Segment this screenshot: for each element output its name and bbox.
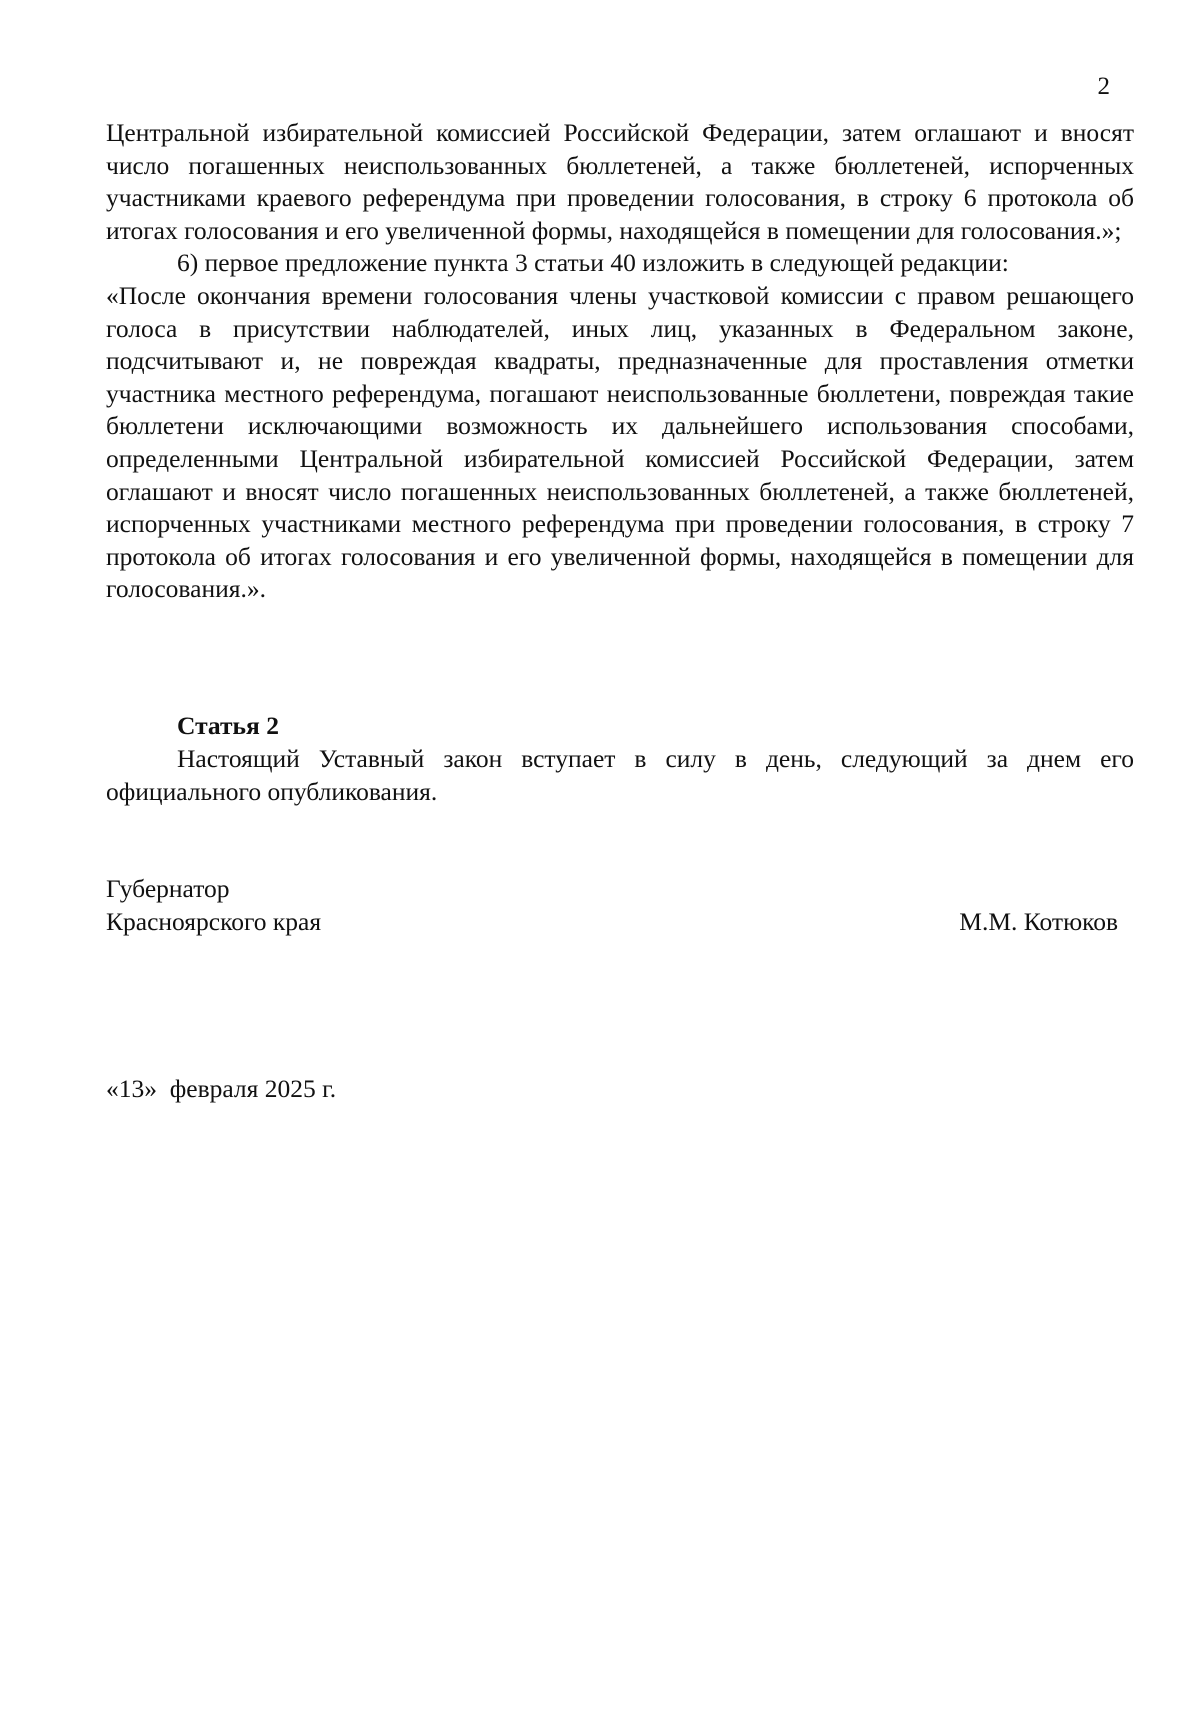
page-number: 2 xyxy=(1097,73,1110,100)
item-6-quote: «После окончания времени голосования члены участковой комиссии с правом решающего голоса в присутствии наблюдателей, иных лиц, указанных в Федеральном законе, подсчитывают и, не повреждая квадраты, предназначенные для проставления отметки участника местного референдума, погашают неиспользованные бюллетени, повреждая такие бюллетени исключающими возможность их дальнейшего использования способами, определенными Центральной избирательной комиссией Российской Федерации, затем оглашают и вносят число погашенных неиспользованных бюллетеней, а также бюллетеней, испорченных участниками местного референдума при проведении голосования, в строку 7 протокола об итогах голосования и его увеличенной формы, находящейся в помещении для голосования.». xyxy=(106,280,1134,604)
signatory-title-line-2: Красноярского края xyxy=(106,907,322,936)
document-body xyxy=(106,117,1134,606)
signing-date: «13» февраля 2025 г. xyxy=(106,1074,337,1103)
paragraph-continued: Центральной избирательной комиссией Российской Федерации, затем оглашают и вносят число погашенных неиспользованных бюллетеней, а также бюллетеней, испорченных участниками краевого референдума при проведении голосования, в строку 6 протокола об итогах голосования и его увеличенной формы, находящейся в помещении для голосования.»; xyxy=(106,118,1134,245)
signatory-title xyxy=(106,872,321,938)
article-2-text: Настоящий Уставный закон вступает в силу в день, следующий за днем его официального опубликования. xyxy=(106,744,1134,806)
signatory-name: М.М. Котюков xyxy=(959,907,1118,936)
signatory-title-line-1: Губернатор xyxy=(106,874,230,903)
item-6-intro: 6) первое предложение пункта 3 статьи 40 изложить в следующей редакции: xyxy=(177,248,1009,278)
article-2-heading: Статья 2 xyxy=(177,711,279,740)
